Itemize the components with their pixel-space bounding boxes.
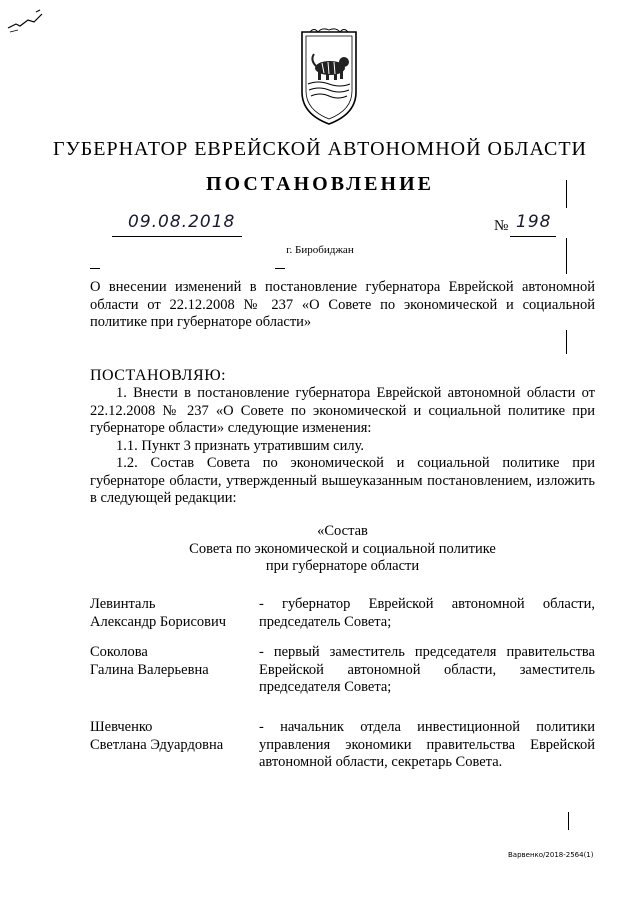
- coat-of-arms-emblem: [296, 26, 362, 128]
- composition-line-2: Совета по экономической и социальной политике: [189, 540, 496, 557]
- scan-margin-line: [566, 180, 567, 208]
- document-type-heading: ПОСТАНОВЛЕНИЕ: [206, 173, 434, 195]
- member-row: [90, 644, 595, 700]
- member-given-name: Светлана Эдуардовна: [90, 736, 224, 753]
- member-surname: Шевченко: [90, 719, 153, 735]
- city-name: г. Биробиджан: [286, 244, 354, 256]
- member-row: [90, 596, 595, 636]
- member-name: [90, 719, 255, 754]
- issuer-title: ГУБЕРНАТОР ЕВРЕЙСКОЙ АВТОНОМНОЙ ОБЛАСТИ: [53, 138, 587, 160]
- composition-heading: [90, 523, 595, 576]
- member-name: [90, 644, 255, 679]
- document-footer-code: Варвенко/2018-2564(1): [508, 851, 594, 859]
- document-body: [90, 385, 595, 508]
- subject-corner-mark-left: [90, 268, 100, 269]
- paragraph-1-2: 1.2. Состав Совета по экономической и социальной политике при губернаторе области, утвержденный вышеуказанным постановлением, изложить в следующей редакции:: [90, 455, 595, 506]
- member-role: - губернатор Еврейской автономной области, председатель Совета;: [259, 596, 595, 630]
- document-number: 198: [516, 212, 552, 232]
- member-role: - начальник отдела инвестиционной политики управления экономики правительства Еврейской автономной области, секретарь Совета.: [259, 719, 595, 770]
- document-subject: О внесении изменений в постановление губернатора Еврейской автономной области от 22.12.2008 № 237 «О Совете по экономической и социальной политике при губернаторе области»: [90, 279, 595, 330]
- composition-line-1: «Состав: [317, 523, 368, 539]
- paragraph-1: 1. Внести в постановление губернатора Еврейской автономной области от 22.12.2008 № 237 «О Совете по экономической и социальной политике при губернаторе области» следующие изменения:: [90, 385, 595, 436]
- document-date: 09.08.2018: [128, 212, 236, 232]
- member-role: - первый заместитель председателя правительства Еврейской автономной области, заместитель председателя Совета;: [259, 644, 595, 695]
- scan-margin-line: [566, 330, 567, 354]
- member-row: [90, 719, 595, 775]
- member-name: [90, 596, 255, 631]
- paragraph-1-1: 1.1. Пункт 3 признать утратившим силу.: [116, 437, 365, 454]
- composition-line-3: при губернаторе области: [265, 558, 420, 574]
- scan-margin-line: [566, 238, 567, 274]
- scan-mark: [6, 8, 48, 34]
- member-surname: Левинталь: [90, 596, 156, 612]
- document-date-field: [112, 212, 242, 237]
- member-given-name: Галина Валерьевна: [90, 661, 209, 678]
- document-number-field: [510, 212, 556, 237]
- subject-corner-mark-right: [275, 268, 285, 269]
- tiger-icon: [312, 54, 349, 80]
- member-surname: Соколова: [90, 644, 148, 660]
- resolve-heading: ПОСТАНОВЛЯЮ:: [90, 367, 227, 384]
- scan-margin-line: [568, 812, 569, 830]
- member-given-name: Александр Борисович: [90, 613, 227, 630]
- number-label: №: [494, 218, 509, 234]
